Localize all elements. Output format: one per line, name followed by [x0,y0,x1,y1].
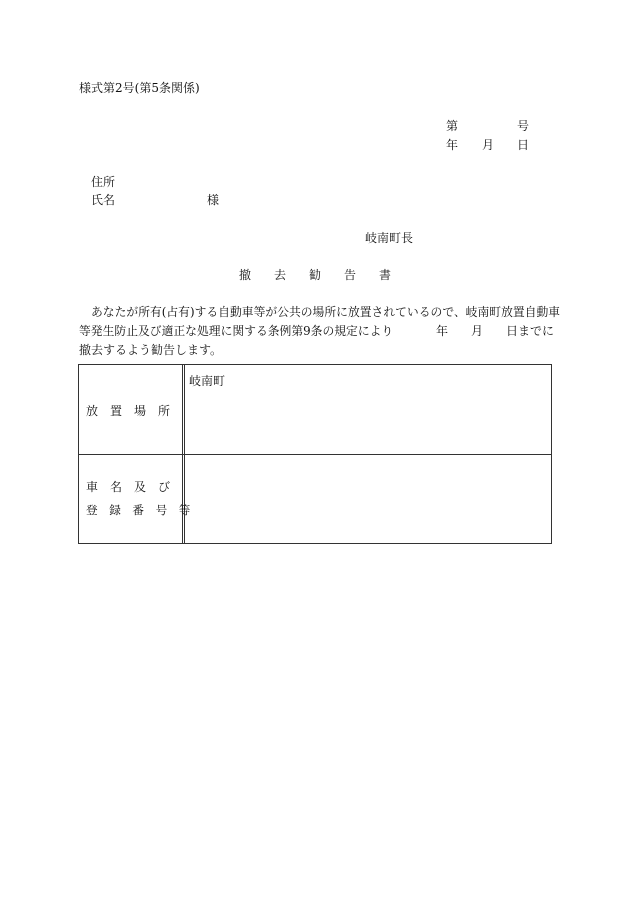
date-year: 年 [446,138,459,152]
body-line-2-day: 日までに [506,324,555,338]
row1-value: 岐南町 [189,374,226,388]
issuer: 岐南町長 [365,231,414,245]
title-char: 撤 [239,268,252,282]
table-divider-horizontal [79,454,551,455]
body-line-2: 等発生防止及び適正な処理に関する条例第9条の規定により [79,324,394,338]
date-day: 日 [517,138,530,152]
title-char: 勧 [309,268,322,282]
row2-label-line1: 車 名 及 び [86,480,171,494]
title-char: 書 [379,268,392,282]
honorific: 様 [207,193,220,207]
row2-label-line2: 登 録 番 号 等 [86,503,191,517]
name-label: 氏名 [91,193,116,207]
doc-number-dai: 第 [446,119,459,133]
title-char: 去 [274,268,287,282]
date-month: 月 [482,138,495,152]
address-label: 住所 [91,175,116,189]
body-line-1: あなたが所有(占有)する自動車等が公共の場所に放置されているので、岐南町放置自動車 [91,305,561,319]
row1-label: 放 置 場 所 [86,404,171,418]
body-line-3: 撤去するよう勧告します。 [79,343,223,357]
info-table [78,364,552,544]
body-line-2-year: 年 [436,324,449,338]
body-line-2-month: 月 [471,324,484,338]
title-char: 告 [344,268,357,282]
doc-number-go: 号 [517,119,530,133]
form-number: 様式第2号(第5条関係) [79,81,200,95]
